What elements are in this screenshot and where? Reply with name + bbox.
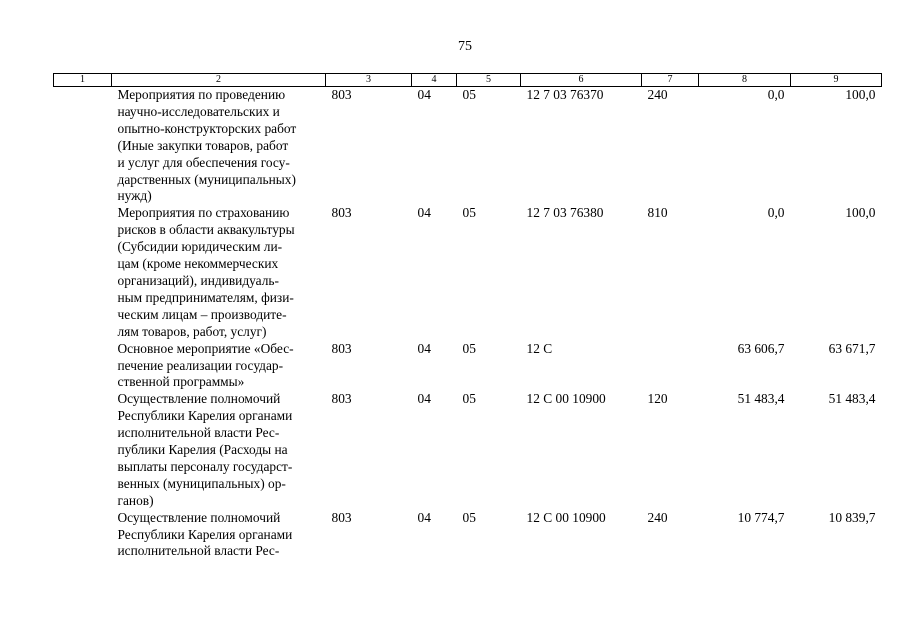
subsection-code-cell: 05 [462, 391, 476, 407]
table-row [54, 341, 882, 392]
row-index-cell [54, 87, 112, 206]
expense-name-line: цам (кроме некоммерческих [117, 256, 279, 272]
column-header: 2 [112, 74, 326, 87]
expense-name-line: ным предпринимателям, физи- [117, 289, 294, 305]
expense-type-cell [642, 341, 699, 392]
column-header: 8 [699, 74, 791, 87]
subsection-code-cell: 05 [462, 205, 476, 221]
subsection-code-cell: 05 [462, 509, 476, 525]
column-header: 3 [326, 74, 412, 87]
expense-type-cell: 810 [647, 205, 668, 221]
expense-name-cell [112, 341, 326, 392]
expense-name-line: Республики Карелия органами [117, 526, 293, 542]
amount-2018-cell: 100,0 [845, 87, 876, 102]
amount-2017-cell: 63 606,7 [737, 340, 785, 356]
section-code-cell: 04 [417, 391, 431, 407]
table-row [54, 391, 882, 509]
expense-name-line: лям товаров, работ, услуг) [117, 323, 267, 339]
expense-name-cell [112, 391, 326, 509]
table-header-row [54, 74, 882, 87]
amount-2017-cell: 51 483,4 [737, 391, 785, 407]
expense-type-cell: 240 [647, 509, 668, 525]
ministry-code-cell: 803 [331, 87, 352, 102]
ministry-code-cell: 803 [331, 391, 352, 407]
expense-name-line: исполнительной власти Рес- [117, 543, 280, 559]
expense-name-line: Осуществление полномочий [117, 509, 281, 525]
expense-name-line: ческим лицам – производите- [117, 306, 287, 322]
target-article-cell: 12 7 03 76380 [526, 205, 604, 221]
subsection-code-cell: 05 [462, 87, 476, 102]
expense-name-line: дарственных (муниципальных) [117, 171, 296, 187]
column-header: 7 [642, 74, 699, 87]
expense-type-cell: 240 [647, 87, 668, 102]
expense-name-line: нужд) [117, 188, 152, 204]
row-index-cell [54, 510, 112, 561]
amount-2018-cell: 51 483,4 [828, 391, 876, 407]
amount-2017-cell: 10 774,7 [737, 509, 785, 525]
column-header: 9 [791, 74, 882, 87]
expense-name-line: Мероприятия по проведению [117, 87, 286, 102]
expense-name-line: (Субсидии юридическим ли- [117, 239, 283, 255]
amount-2018-cell: 10 839,7 [828, 509, 876, 525]
expense-name-line: публики Карелия (Расходы на [117, 442, 288, 458]
expense-name-line: ственной программы» [117, 374, 245, 390]
section-code-cell: 04 [417, 509, 431, 525]
expense-name-line: Республики Карелия органами [117, 408, 293, 424]
section-code-cell: 04 [417, 340, 431, 356]
amount-2018-cell: 63 671,7 [828, 340, 876, 356]
column-header: 6 [521, 74, 642, 87]
target-article-cell: 12 С 00 10900 [526, 509, 606, 525]
amount-2017-cell: 0,0 [767, 87, 785, 102]
ministry-code-cell: 803 [331, 509, 352, 525]
target-article-cell: 12 7 03 76370 [526, 87, 604, 102]
expense-name-line: Осуществление полномочий [117, 391, 281, 407]
expense-name-line: (Иные закупки товаров, работ [117, 137, 289, 153]
column-header: 4 [412, 74, 457, 87]
ministry-code-cell: 803 [331, 205, 352, 221]
expense-name-cell [112, 510, 326, 561]
expense-name-cell [112, 205, 326, 340]
expense-name-line: и услуг для обеспечения госу- [117, 154, 290, 170]
column-header: 1 [54, 74, 112, 87]
expense-name-line: организаций), индивидуаль- [117, 272, 279, 288]
expense-name-line: Мероприятия по страхованию [117, 205, 290, 221]
table-row [54, 205, 882, 340]
row-index-cell [54, 205, 112, 340]
expense-name-line: рисков в области аквакультуры [117, 222, 295, 238]
target-article-cell: 12 С 00 10900 [526, 391, 606, 407]
subsection-code-cell: 05 [462, 340, 476, 356]
page-number: 75 [458, 39, 472, 54]
expense-name-line: ганов) [117, 492, 154, 508]
target-article-cell: 12 С [526, 340, 553, 356]
section-code-cell: 04 [417, 87, 431, 102]
column-header: 5 [457, 74, 521, 87]
expense-type-cell: 120 [647, 391, 668, 407]
expense-name-line: научно-исследовательских и [117, 103, 280, 119]
expense-name-line: печение реализации государ- [117, 357, 284, 373]
table-row [54, 87, 882, 206]
amount-2018-cell: 100,0 [845, 205, 876, 221]
expense-name-line: Основное мероприятие «Обес- [117, 340, 294, 356]
table-body [54, 87, 882, 561]
expense-name-line: выплаты персоналу государст- [117, 458, 293, 474]
ministry-code-cell: 803 [331, 340, 352, 356]
row-index-cell [54, 341, 112, 392]
budget-table [53, 73, 882, 560]
expense-name-line: исполнительной власти Рес- [117, 425, 280, 441]
expense-name-line: опытно-конструкторских работ [117, 120, 297, 136]
table-row [54, 510, 882, 561]
section-code-cell: 04 [417, 205, 431, 221]
expense-name-cell [112, 87, 326, 206]
amount-2017-cell: 0,0 [767, 205, 785, 221]
expense-name-line: венных (муниципальных) ор- [117, 475, 286, 491]
row-index-cell [54, 391, 112, 509]
